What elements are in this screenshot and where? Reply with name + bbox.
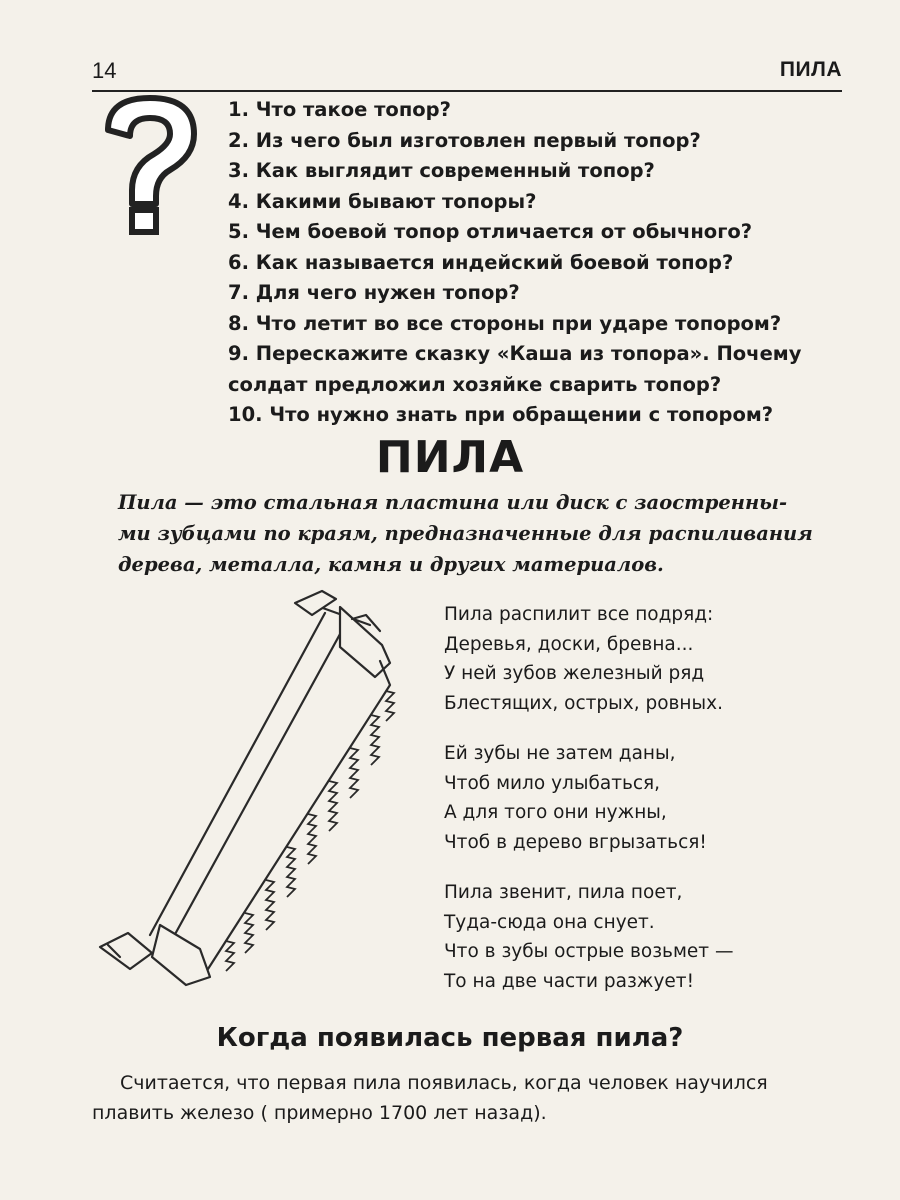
question-item: 8. Что летит во все стороны при ударе топором?	[228, 311, 782, 335]
poem-line: Ей зубы не затем даны,	[444, 743, 676, 764]
page-header	[92, 58, 842, 92]
definition-text	[118, 487, 848, 580]
definition-line: ми зубцами по краям, предназначенные для распиливания	[118, 522, 813, 545]
saw-poem	[444, 600, 844, 1017]
question-mark-icon	[90, 92, 210, 242]
poem-line: Чтоб мило улыбаться,	[444, 772, 661, 794]
poem-line: А для того они нужны,	[444, 802, 667, 823]
saw-illustration	[90, 585, 430, 1005]
question-item: 9. Перескажите сказку «Каша из топора». Почему	[228, 342, 802, 365]
poem-line: Чтоб в дерево вгрызаться!	[444, 831, 707, 853]
poem-line: Туда-сюда она снует.	[444, 911, 655, 933]
poem-line: Пила звенит, пила поет,	[444, 882, 683, 903]
poem-line: Блестящих, острых, ровных.	[444, 692, 723, 714]
question-item: 2. Из чего был изготовлен первый топор?	[228, 128, 701, 152]
question-item: 7. Для чего нужен топор?	[228, 281, 520, 304]
poem-line: Пила распилит все подряд:	[444, 604, 714, 625]
question-item: 3. Как выглядит современный топор?	[228, 159, 655, 182]
poem-stanza	[444, 600, 844, 718]
poem-stanza	[444, 739, 844, 857]
section-title: ПИЛА	[375, 432, 525, 483]
question-item: 1. Что такое топор?	[228, 98, 451, 121]
poem-line: Деревья, доски, бревна...	[444, 633, 694, 655]
definition-line: дерева, металла, камня и других материалов.	[118, 553, 664, 576]
running-title: ПИЛА	[779, 58, 842, 81]
poem-line: Что в зубы острые возьмет —	[444, 941, 734, 962]
question-item: 6. Как называется индейский боевой топор?	[228, 250, 734, 274]
subsection-heading: Когда появилась первая пила?	[216, 1023, 684, 1053]
question-item: 4. Какими бывают топоры?	[228, 189, 537, 213]
definition-line: Пила — это стальная пластина или диск с заостренны-	[118, 491, 788, 514]
poem-line: То на две части разжует!	[444, 970, 694, 992]
subsection-paragraph: Считается, что первая пила появилась, когда человек научился плавить железо ( примерно 1700 лет назад).	[92, 1072, 768, 1124]
page-number: 14	[92, 58, 117, 83]
poem-line: У ней зубов железный ряд	[444, 663, 705, 684]
question-item: 10. Что нужно знать при обращении с топором?	[228, 403, 774, 426]
poem-stanza	[444, 878, 844, 996]
question-item: 5. Чем боевой топор отличается от обычного?	[228, 220, 753, 243]
questions-list	[228, 95, 848, 431]
question-item-continuation: солдат предложил хозяйке сварить топор?	[228, 372, 722, 396]
